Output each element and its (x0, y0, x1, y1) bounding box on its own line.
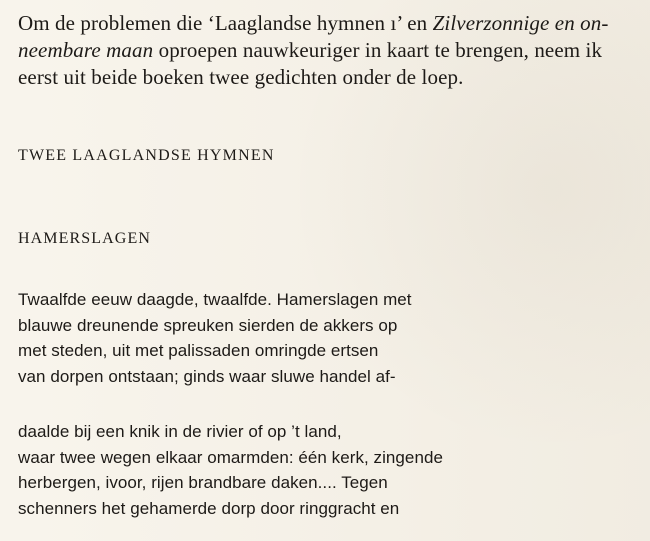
poem-line: waar twee wegen elkaar omarmden: één kerk, zingende (18, 447, 443, 467)
poem-title: HAMERSLAGEN (18, 230, 151, 247)
poem-stanza-1 (18, 287, 438, 389)
book-title-italic-2: neembare maan (18, 38, 154, 62)
poem-line: schenners het gehamerde dorp door ringgracht en (18, 498, 400, 518)
section-heading: TWEE LAAGLANDSE HYMNEN (18, 147, 275, 164)
intro-text-line1: Om de problemen die ‘Laaglandse hymnen ı’ en (18, 11, 433, 35)
intro-text-line3: eerst uit beide boeken twee gedichten onder de loep. (18, 65, 464, 89)
poem-line: Twaalfde eeuw daagde, twaalfde. Hamerslagen met (18, 290, 412, 309)
poem-line: van dorpen ontstaan; ginds waar sluwe handel af- (18, 366, 396, 386)
poem-line: met steden, uit met palissaden omringde ertsen (18, 341, 379, 360)
poem-line: daalde bij een knik in de rivier of op ’t land, (18, 422, 342, 441)
poem-line: blauwe dreunende spreuken sierden de akkers op (18, 315, 398, 335)
intro-paragraph (18, 10, 632, 91)
poem-line: herbergen, ivoor, rijen brandbare daken.... Tegen (18, 473, 388, 492)
book-title-italic-1: Zilverzonnige en on- (432, 11, 609, 35)
intro-text-line2: oproepen nauwkeuriger in kaart te brengen, neem ik (153, 38, 603, 62)
poem-stanza-2 (18, 419, 443, 521)
